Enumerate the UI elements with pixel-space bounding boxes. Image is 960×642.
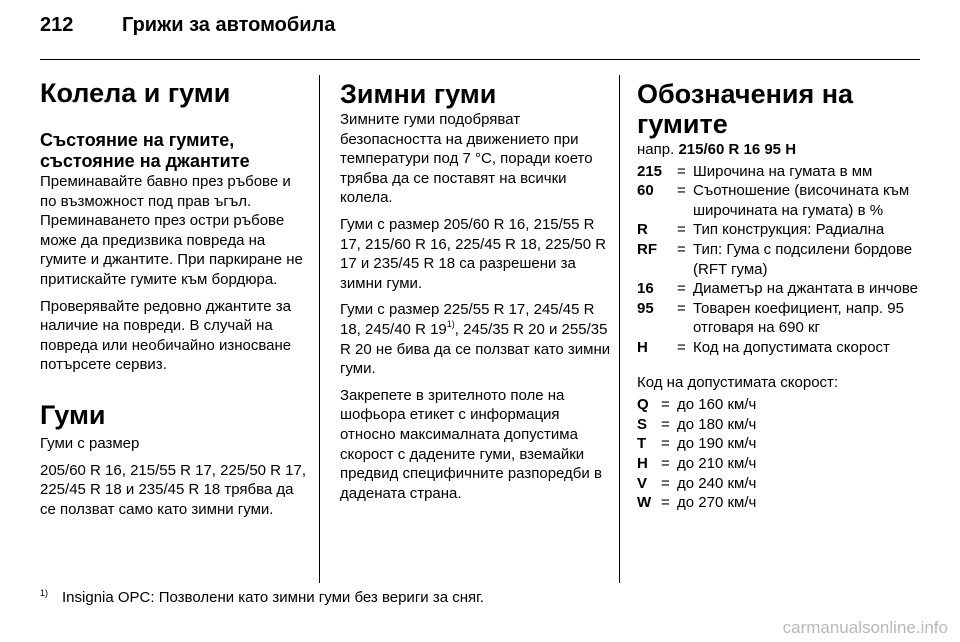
designation-row-meaning: Товарен коефициент, напр. 95 отговаря на 690 кг <box>693 299 904 337</box>
speed-code-row-equals: = <box>661 494 670 512</box>
speed-code-row-equals: = <box>661 474 670 492</box>
speed-code-row-code: S <box>637 415 648 433</box>
footnote-text: Insignia OPC: Позволени като зимни гуми без вериги за сняг. <box>62 589 484 606</box>
speed-code-row-code: Q <box>637 396 649 414</box>
designation-row-code: 215 <box>637 162 663 180</box>
designation-row <box>637 279 921 299</box>
designation-row-equals: = <box>677 162 686 180</box>
speed-code-row-code: H <box>637 454 648 472</box>
speed-code-row-code: W <box>637 494 652 512</box>
speed-code-row-meaning: до 180 км/ч <box>677 415 757 433</box>
designation-row-meaning: Широчина на гумата в мм <box>693 162 873 180</box>
designation-row <box>637 162 921 182</box>
speed-code-table <box>637 395 756 513</box>
column-divider-2 <box>619 75 620 583</box>
footnote-mark: 1) <box>40 588 49 598</box>
speed-code-row <box>637 474 756 494</box>
speed-code-intro: Код на допустимата скорост: <box>637 373 839 391</box>
designation-row-equals: = <box>677 240 686 258</box>
designation-row <box>637 220 921 240</box>
paragraph-tyre-size: Гуми с размер <box>40 434 140 452</box>
speed-code-row <box>637 395 756 415</box>
section-heading-tyre-designations: Обозначения на гумите <box>637 79 854 139</box>
designation-row-meaning: Тип: Гума с подсилени бордове (RFT гума) <box>693 240 913 278</box>
paragraph-speed-label: Закрепете в зрителното поле на шофьора етикет с информация относно максималната допустима скорост с дадените гуми, вземайки предвид специфичните разпоредби в дадената страна. <box>340 386 602 502</box>
designation-row-equals: = <box>677 280 686 298</box>
speed-code-row-equals: = <box>661 415 670 433</box>
designation-row-meaning: Диаметър на джантата в инчове <box>693 280 919 298</box>
designation-row-meaning: Код на допустимата скорост <box>693 338 890 356</box>
designation-row <box>637 299 921 338</box>
designation-row-code: RF <box>637 240 657 258</box>
column-left <box>40 68 308 526</box>
page-header-title: Грижи за автомобила <box>122 14 336 36</box>
subheading-tyre-condition: Състояние на гумите, състояние на джантите <box>40 130 250 171</box>
designation-row-code: 16 <box>637 280 654 298</box>
paragraph-check-rims: Проверявайте редовно джантите за наличие на повреди. В случай на повреда или необичайно износване потърсете сервиз. <box>40 297 292 374</box>
paragraph-not-permitted: Гуми с размер 225/55 R 17, 245/45 R 18, 245/40 R 19$^{1)}$, 245/35 R 20 и 255/35 R 20 не бива да се ползват като зимни гуми. <box>340 301 611 378</box>
section-heading-wheels-tyres: Колела и гуми <box>40 78 231 108</box>
speed-code-row-equals: = <box>661 435 670 453</box>
designation-row-equals: = <box>677 299 686 317</box>
example-line: напр. 215/60 R 16 95 H <box>637 141 797 158</box>
paragraph-winter-safety: Зимните гуми подобряват безопасността на движението при температури под 7 °C, поради което трябва да се поставят на всички колела. <box>340 111 593 207</box>
header-rule <box>40 59 920 60</box>
column-middle <box>340 68 612 510</box>
speed-code-row-code: T <box>637 435 647 453</box>
designation-row <box>637 240 921 279</box>
speed-code-row-equals: = <box>661 454 670 472</box>
paragraph-permitted-sizes: Гуми с размер 205/60 R 16, 215/55 R 17, 215/60 R 16, 225/45 R 18, 225/50 R 17 и 235/45 R 18 са разрешени за зимни гуми. <box>340 215 607 292</box>
speed-code-row <box>637 415 756 435</box>
designation-row-equals: = <box>677 338 686 356</box>
designation-row-code: 60 <box>637 182 654 200</box>
designation-row-meaning: Тип конструкция: Радиална <box>693 221 885 239</box>
watermark: carmanualsonline.info <box>782 618 948 637</box>
speed-code-row-equals: = <box>661 396 670 414</box>
designation-row <box>637 338 921 358</box>
speed-code-row <box>637 434 756 454</box>
column-divider-1 <box>319 75 320 583</box>
speed-code-row-meaning: до 210 км/ч <box>677 454 757 472</box>
speed-code-row <box>637 493 756 513</box>
section-heading-winter-tyres: Зимни гуми <box>340 79 497 109</box>
paragraph-kerbs: Преминавайте бавно през ръбове и по възможност под прав ъгъл. Преминаването през остри ръбове може да предизвика повреда на гумите и джантите. При паркиране не притискайте гумите към бордюра. <box>40 173 303 288</box>
speed-code-row-meaning: до 160 км/ч <box>677 396 757 414</box>
footnote-reference: 1) <box>446 318 455 329</box>
speed-code-row <box>637 454 756 474</box>
speed-code-row-code: V <box>637 474 648 492</box>
designation-row-code: R <box>637 221 648 239</box>
designation-row-equals: = <box>677 221 686 239</box>
page-header <box>40 14 335 37</box>
section-heading-tyres: Гуми <box>40 399 106 430</box>
paragraph-winter-only: 205/60 R 16, 215/55 R 17, 225/50 R 17, 225/45 R 18 и 235/45 R 18 трябва да се ползват само като зимни гуми. <box>40 461 307 518</box>
speed-code-row-meaning: до 240 км/ч <box>677 474 757 492</box>
designation-table <box>637 162 921 358</box>
designation-row-equals: = <box>677 182 686 200</box>
column-right <box>637 68 921 513</box>
designation-row-code: 95 <box>637 299 654 317</box>
speed-code-row-meaning: до 190 км/ч <box>677 435 757 453</box>
footnote <box>40 589 484 606</box>
designation-row-code: H <box>637 338 648 356</box>
speed-code-row-meaning: до 270 км/ч <box>677 494 757 512</box>
page-number: 212 <box>40 14 74 36</box>
designation-row <box>637 181 921 220</box>
designation-row-meaning: Съотношение (височината към широчината на гумата) в % <box>693 182 910 219</box>
